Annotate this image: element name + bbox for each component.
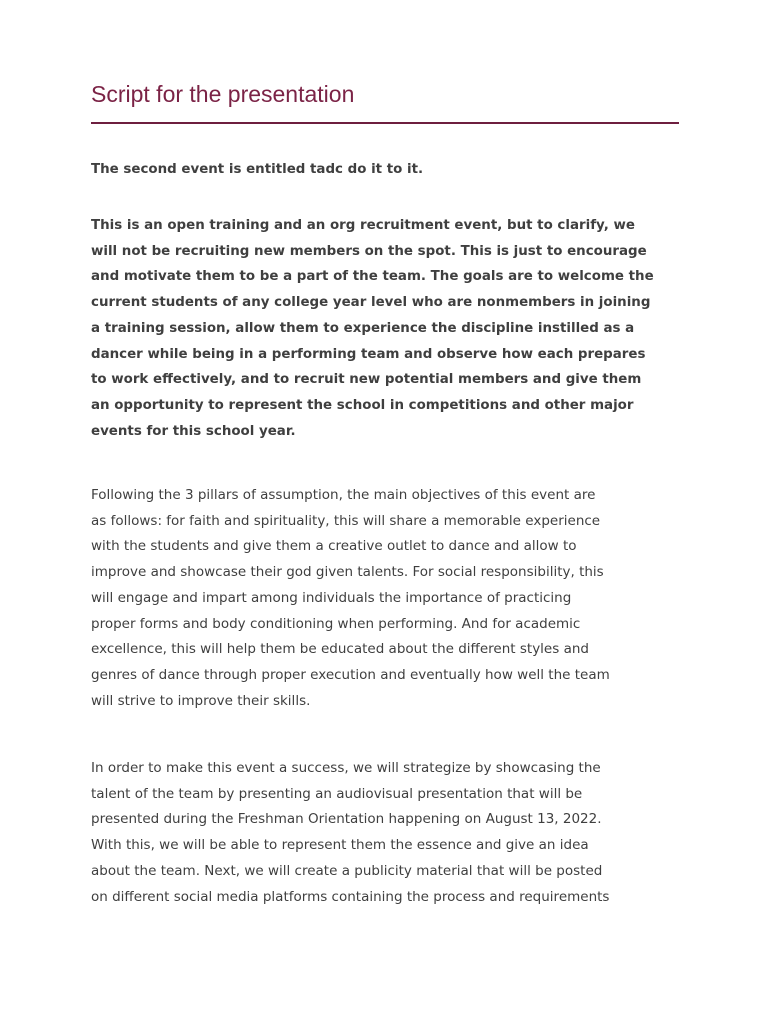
text-line: as follows: for faith and spirituality, this will share a memorable experience — [91, 512, 601, 529]
text-line: with the students and give them a creative outlet to dance and allow to — [91, 538, 577, 555]
text-line: With this, we will be able to represent them the essence and give an idea — [91, 837, 589, 854]
text-line: a training session, allow them to experience the discipline instilled as a — [91, 320, 635, 336]
text-line: In order to make this event a success, we will strategize by showcasing the — [91, 760, 601, 776]
paragraph-event-intro — [91, 157, 681, 183]
text-line: proper forms and body conditioning when performing. And for academic — [91, 615, 581, 632]
text-line: events for this school year. — [91, 423, 296, 439]
text-line: current students of any college year level who are nonmembers in joining — [91, 295, 651, 311]
paragraph-strategy — [91, 756, 681, 910]
page-title: Script for the presentation — [91, 81, 355, 107]
text-line: will strive to improve their skills. — [91, 692, 311, 709]
text-line: an opportunity to represent the school in competitions and other major — [91, 397, 634, 413]
text-line: Following the 3 pillars of assumption, the main objectives of this event are — [91, 487, 596, 503]
paragraph-event-goals — [91, 213, 681, 444]
text-line: The second event is entitled tadc do it to it. — [91, 162, 424, 177]
text-line: talent of the team by presenting an audiovisual presentation that will be — [91, 785, 583, 802]
text-line: presented during the Freshman Orientation happening on August 13, 2022. — [91, 811, 602, 828]
paragraph-objectives — [91, 483, 681, 714]
text-line: excellence, this will help them be educated about the different styles and — [91, 641, 589, 658]
text-line: dancer while being in a performing team and observe how each prepares — [91, 346, 646, 362]
text-line: and motivate them to be a part of the team. The goals are to welcome the — [91, 269, 654, 285]
text-line: This is an open training and an org recruitment event, but to clarify, we — [91, 218, 635, 233]
text-line: improve and showcase their god given talents. For social responsibility, this — [91, 564, 604, 581]
text-line: on different social media platforms containing the process and requirements — [91, 888, 610, 905]
text-line: about the team. Next, we will create a publicity material that will be posted — [91, 862, 603, 879]
text-line: genres of dance through proper execution and eventually how well the team — [91, 666, 610, 683]
text-line: will not be recruiting new members on the spot. This is just to encourage — [91, 243, 647, 259]
title-divider — [91, 122, 679, 124]
text-line: will engage and impart among individuals the importance of practicing — [91, 589, 572, 606]
text-line: to work effectively, and to recruit new potential members and give them — [91, 372, 642, 388]
